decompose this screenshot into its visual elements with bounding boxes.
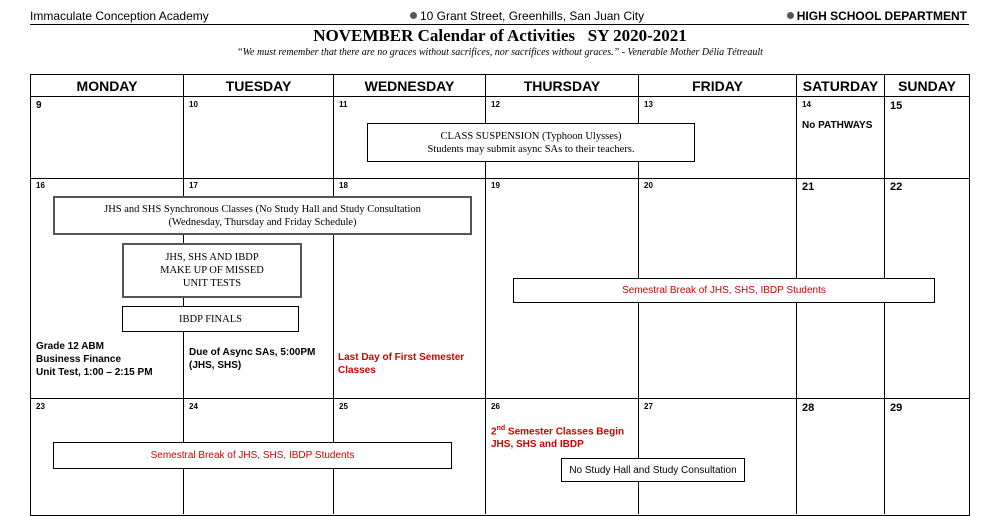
day-number: 18 [339, 181, 348, 190]
header-wednesday: WEDNESDAY [364, 78, 455, 94]
no-study-hall-box: No Study Hall and Study Consultation [561, 458, 745, 482]
header-friday: FRIDAY [692, 78, 743, 94]
day-number: 10 [189, 100, 198, 109]
day-number: 11 [339, 100, 348, 109]
note-line: Due of Async SAs, 5:00PM [189, 347, 316, 358]
school-name: Immaculate Conception Academy [30, 9, 209, 23]
day-number: 9 [36, 100, 42, 111]
note-line: Business Finance [36, 354, 122, 365]
makeup-line: MAKE UP OF MISSED [160, 265, 264, 276]
note-line: 2nd Semester Classes Begin [491, 425, 625, 438]
day-number: 22 [890, 181, 903, 193]
day-number: 29 [890, 402, 903, 414]
day-number: 20 [644, 181, 653, 190]
header-tuesday: TUESDAY [225, 78, 292, 94]
note-line: (JHS, SHS) [189, 360, 242, 371]
day-number: 17 [189, 181, 198, 190]
note-line: JHS, SHS and IBDP [491, 439, 584, 451]
day-number: 25 [339, 402, 348, 411]
day-number: 15 [890, 100, 903, 112]
header-saturday: SATURDAY [802, 78, 879, 94]
sync-line: JHS and SHS Synchronous Classes (No Study Hall and Study Consultation [104, 203, 421, 215]
day-number: 24 [189, 402, 198, 411]
day-number: 23 [36, 402, 45, 411]
class-suspension-box [367, 123, 695, 162]
note-line: Last Day of First Semester [338, 352, 465, 363]
day-number: 14 [802, 100, 811, 109]
day-number: 12 [491, 100, 500, 109]
note-line: Grade 12 ABM [36, 341, 104, 352]
no-pathways-note: No PATHWAYS [802, 120, 873, 131]
makeup-tests-box [122, 243, 302, 298]
day-number: 27 [644, 402, 653, 411]
quote: “We must remember that there are no graces without sacrifices, nor sacrifices without graces.” - Venerable Mother Délia Tétreault [237, 47, 763, 58]
day-number: 21 [802, 181, 815, 193]
semestral-break-box: Semestral Break of JHS, SHS, IBDP Students [53, 442, 452, 469]
bullet-icon [410, 12, 417, 19]
day-number: 16 [36, 181, 45, 190]
day-number: 13 [644, 100, 653, 109]
sync-line: (Wednesday, Thursday and Friday Schedule) [168, 216, 357, 228]
second-semester-note [491, 422, 624, 451]
grade12-unit-test-note [36, 340, 153, 379]
ibdp-finals-box: IBDP FINALS [122, 306, 299, 332]
department-text: HIGH SCHOOL DEPARTMENT [796, 9, 967, 23]
bullet-icon [787, 12, 794, 19]
day-number: 26 [491, 402, 500, 411]
day-number: 28 [802, 402, 815, 414]
header-thursday: THURSDAY [523, 78, 601, 94]
makeup-line: JHS, SHS AND IBDP [165, 252, 259, 263]
synchronous-classes-box [53, 196, 472, 235]
semestral-break-box: Semestral Break of JHS, SHS, IBDP Students [513, 278, 935, 303]
day-number: 19 [491, 181, 500, 190]
last-day-note [338, 351, 464, 377]
note-line: Classes [338, 365, 376, 376]
department-name [787, 9, 967, 23]
async-due-note [189, 346, 315, 372]
header-bar [30, 9, 969, 25]
suspension-note: Students may submit async SAs to their teachers. [427, 143, 635, 155]
school-address [410, 9, 644, 23]
page-title: NOVEMBER Calendar of Activities SY 2020-2021 [313, 26, 687, 45]
note-line: Unit Test, 1:00 – 2:15 PM [36, 367, 153, 378]
makeup-line: UNIT TESTS [182, 278, 242, 289]
header-sunday: SUNDAY [898, 78, 956, 94]
header-monday: MONDAY [76, 78, 138, 94]
address-text: 10 Grant Street, Greenhills, San Juan City [420, 9, 645, 23]
suspension-title: CLASS SUSPENSION (Typhoon Ulysses) [440, 130, 622, 142]
